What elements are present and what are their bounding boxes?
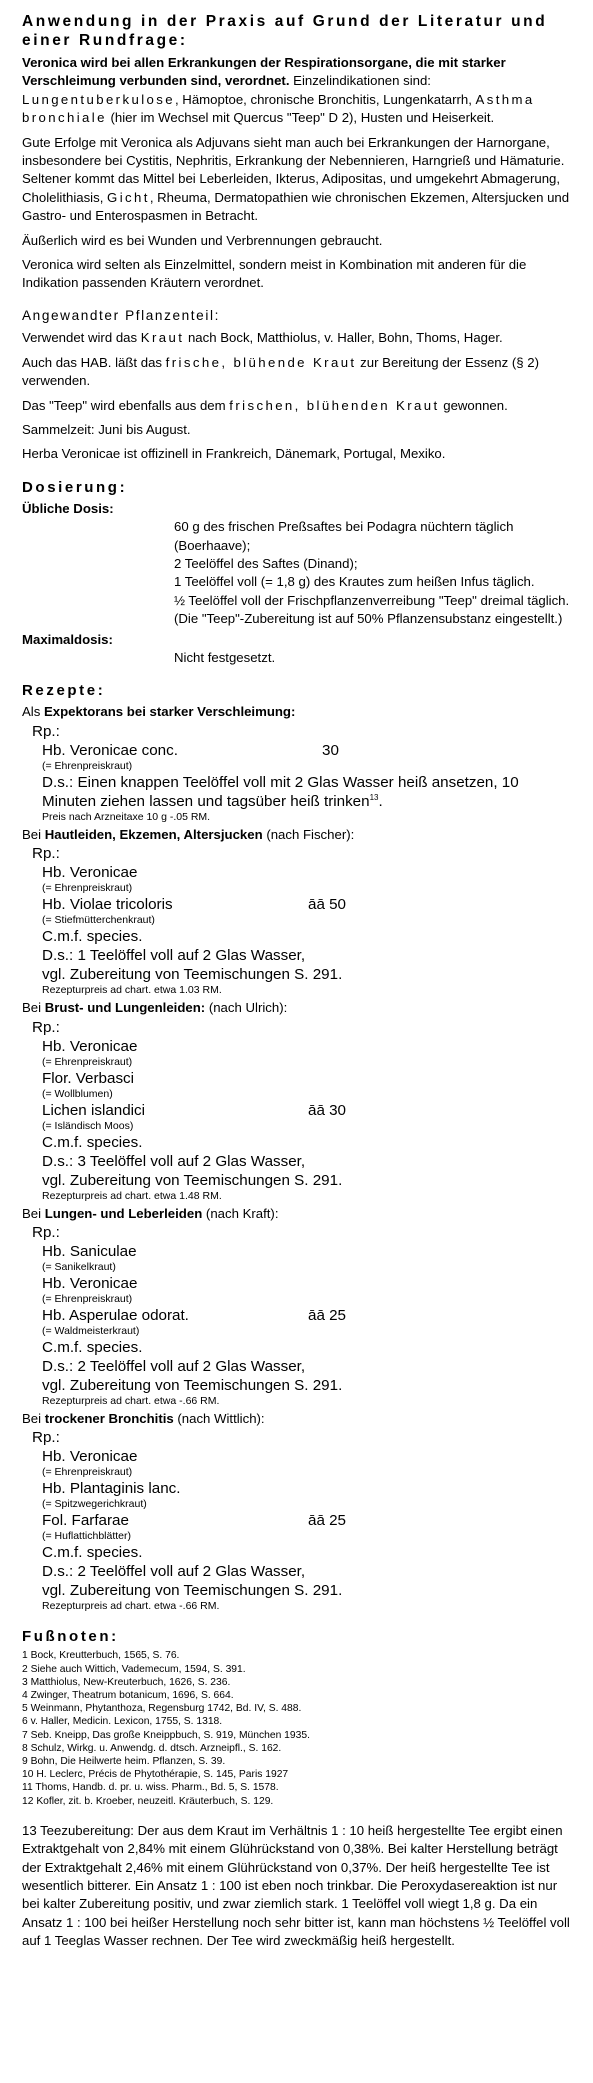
ingredient-amount: āā 25 (308, 1307, 347, 1324)
recipe-instructions: vgl. Zubereitung von Teemischungen S. 291. (42, 1377, 343, 1394)
recipe-intro (22, 826, 571, 844)
recipe-ingredient (42, 741, 571, 760)
emphasis: frischen, blühenden Kraut (229, 397, 440, 413)
recipe-cmf: C.m.f. species. (42, 1339, 143, 1356)
plant-part-line-3 (22, 397, 571, 415)
plant-part-line-5: Herba Veronicae ist offizinell in Frankreich, Dänemark, Portugal, Mexiko. (22, 446, 446, 462)
footnote-list (22, 1649, 571, 1807)
intro-paragraph-2 (22, 134, 571, 226)
footnote-item: 1 Bock, Kreutterbuch, 1565, S. 76. (22, 1650, 180, 1662)
recipe-bronchitis (22, 1410, 571, 1613)
ingredient-name: Lichen islandici (42, 1101, 145, 1119)
recipe-instructions (42, 773, 571, 811)
plant-part-line-2 (22, 354, 571, 391)
ingredient-name: Fol. Farfarae (42, 1512, 129, 1530)
usual-dose-line: 2 Teelöffel des Saftes (Dinand); (174, 555, 358, 571)
intro-paragraph-4: Veronica wird selten als Einzelmittel, sondern meist in Kombination mit anderen für die Indikation passenden Kräutern verordnet. (22, 257, 527, 291)
usual-dose-line: (Die "Teep"-Zubereitung ist auf 50% Pflanzensubstanz eingestellt.) (174, 611, 563, 627)
section-heading-application: Anwendung in der Praxis auf Grund der Literatur und einer Rundfrage: (22, 13, 548, 49)
recipe-indication: Hautleiden, Ekzemen, Altersjucken (44, 826, 263, 842)
footnote-13-tea-preparation: 13 Teezubereitung: Der aus dem Kraut im Verhältnis 1 : 10 heiß hergestellte Tee ergibt einen Extraktgehalt von 2,84% mit einem Glührückstand von 0,38%. Bei kalter Herstellung beträgt der Extraktgehalt 2,46% mit einem Glührückstand von 0,37%. Der heiß hergestellte Tee ist wesentlich bitterer. Ein Ansatz 1 : 100 ist eben noch trinkbar. Die Peroxydasereaktion ist nur bei kalter Zubereitung positiv, und zwar ziemlich stark. 1 Teelöffel voll wiegt 1,8 g. Da ein Ansatz 1 : 100 bei heißer Herstellung noch sehr bitter ist, kann man höchstens ½ Teelöffel voll auf 1 Teeglas Wasser rechnen. Der Tee wird zweckmäßig heiß hergestellt. (22, 1822, 570, 1949)
footnote-item: 12 Kofler, zit. b. Kroeber, neuzeitl. Kräuterbuch, S. 129. (22, 1795, 274, 1807)
emphasis: Kraut (140, 330, 185, 346)
plant-part-line-4: Sammelzeit: Juni bis August. (22, 421, 191, 437)
text: (nach Fischer): (262, 826, 355, 842)
recipe-skin (22, 826, 571, 997)
recipe-chest (22, 999, 571, 1202)
text: Bei (22, 1000, 45, 1016)
recipe-price: Rezepturpreis ad chart. etwa 1.48 RM. (42, 1189, 222, 1202)
footnote-item: 3 Matthiolus, New-Kreuterbuch, 1626, S. 236. (22, 1676, 231, 1688)
recipe-intro (22, 1205, 571, 1223)
recipe-ingredient: Hb. Plantaginis lanc. (42, 1480, 181, 1498)
recipe-instructions: D.s.: 2 Teelöffel voll auf 2 Glas Wasser, (42, 1358, 306, 1375)
recipe-price: Preis nach Arzneitaxe 10 g -.05 RM. (42, 810, 211, 823)
dosage-heading: Dosierung: (22, 478, 128, 496)
footnote-item: 7 Seb. Kneipp, Das große Kneippbuch, S. 919, München 1935. (22, 1729, 310, 1741)
recipe-intro (22, 703, 571, 721)
text: Auch das HAB. läßt das (22, 354, 166, 370)
emphasis: frische, blühende Kraut (165, 354, 357, 370)
ingredient-gloss: (= Huflattichblätter) (42, 1530, 131, 1543)
text: gewonnen. (439, 397, 508, 413)
indication-emphasis: Gicht (107, 189, 150, 205)
text: Als (22, 704, 44, 720)
footnote-item: 11 Thoms, Handb. d. pr. u. wiss. Pharm., Bd. 5, S. 1578. (22, 1782, 279, 1794)
footnotes-heading: Fußnoten: (22, 1628, 119, 1646)
ingredient-gloss: (= Ehrenpreiskraut) (42, 759, 133, 772)
footnote-item: 6 v. Haller, Medicin. Lexicon, 1755, S. 1318. (22, 1716, 223, 1728)
footnote-item: 8 Schulz, Wirkg. u. Anwendg. d. dtsch. Arzneipfl., S. 162. (22, 1742, 282, 1754)
ingredient-name: Hb. Violae tricoloris (42, 896, 173, 914)
ingredient-gloss: (= Sanikelkraut) (42, 1261, 116, 1273)
rp-label: Rp.: (32, 1224, 60, 1241)
recipe-instructions: vgl. Zubereitung von Teemischungen S. 291. (42, 1582, 343, 1600)
footnote-item: 10 H. Leclerc, Précis de Phytothérapie, S. 145, Paris 1927 (22, 1769, 289, 1781)
intro-lead: Veronica wird bei allen Erkrankungen der Respirationsorgane, die mit starker Verschleimung verbunden sind, verordnet. (22, 55, 506, 89)
rp-label: Rp.: (32, 1018, 60, 1036)
ingredient-name: Hb. Asperulae odorat. (42, 1307, 189, 1324)
recipe-instructions: D.s.: 3 Teelöffel voll auf 2 Glas Wasser, (42, 1152, 306, 1170)
usual-dose-line: 60 g des frischen Preßsaftes bei Podagra nüchtern täglich (Boerhaave); (174, 519, 514, 553)
plant-part-heading: Angewandter Pflanzenteil: (22, 307, 220, 323)
ingredient-gloss: (= Ehrenpreiskraut) (42, 1055, 133, 1068)
max-dose-value: Nicht festgesetzt. (174, 649, 276, 665)
text: Das "Teep" wird ebenfalls aus dem (22, 397, 230, 413)
ingredient-name: Hb. Veronicae conc. (42, 741, 178, 759)
ingredient-amount: āā 25 (308, 1512, 347, 1530)
text: (nach Ulrich): (205, 1000, 288, 1016)
ingredient-gloss: (= Ehrenpreiskraut) (42, 1466, 133, 1479)
footnote-item: 9 Bohn, Die Heilwerte heim. Pflanzen, S. 39. (22, 1756, 226, 1768)
intro-text: (hier im Wechsel mit Quercus "Teep" D 2), Husten und Heiserkeit. (106, 110, 495, 126)
ingredient-amount: āā 30 (308, 1101, 347, 1119)
usual-dose-block (174, 518, 571, 628)
recipe-ingredient: Hb. Veronicae (42, 1275, 138, 1292)
intro-text: , Hämoptoe, chronische Bronchitis, Lungenkatarrh, (174, 91, 476, 107)
ingredient-gloss: (= Spitzwegerichkraut) (42, 1498, 147, 1511)
text: (nach Kraft): (202, 1205, 279, 1221)
text: Bei (22, 826, 45, 842)
recipe-expectorant (22, 703, 571, 823)
text: . (378, 792, 383, 810)
intro-paragraph-1 (22, 54, 571, 128)
recipe-ingredient: Hb. Veronicae (42, 1448, 138, 1466)
recipe-intro (22, 1410, 571, 1428)
text: Bei (22, 1205, 45, 1221)
ingredient-gloss: (= Wollblumen) (42, 1087, 113, 1100)
recipe-ingredient (42, 1511, 571, 1530)
recipe-lung-liver (22, 1205, 571, 1408)
recipe-ingredient (42, 1101, 571, 1120)
text: zur Bereitung der Essenz (§ 2) verwenden. (22, 354, 540, 389)
instructions-text: D.s.: Einen knappen Teelöffel voll mit 2 Glas Wasser heiß ansetzen, 10 Minuten ziehen lassen und tagsüber heiß trinken (42, 773, 519, 810)
recipe-ingredient: Flor. Verbasci (42, 1069, 135, 1087)
recipe-ingredient (42, 1306, 571, 1325)
recipe-indication: Lungen- und Leberleiden (44, 1205, 203, 1221)
recipe-ingredient: Hb. Saniculae (42, 1243, 137, 1260)
text: Verwendet wird das (22, 330, 141, 346)
recipe-cmf: C.m.f. species. (42, 1133, 143, 1151)
rp-label: Rp.: (32, 1429, 60, 1447)
footnote-item: 2 Siehe auch Wittich, Vademecum, 1594, S. 391. (22, 1663, 246, 1675)
recipe-cmf: C.m.f. species. (42, 928, 143, 946)
rp-label: Rp.: (32, 722, 60, 740)
text: (nach Wittlich): (173, 1411, 265, 1426)
indication-emphasis: Lungentuberkulose (22, 91, 175, 107)
indication-emphasis: Asthma bronchiale (22, 91, 535, 126)
recipe-price: Rezepturpreis ad chart. etwa -.66 RM. (42, 1600, 220, 1613)
ingredient-gloss: (= Ehrenpreiskraut) (42, 1293, 133, 1305)
recipe-price: Rezepturpreis ad chart. etwa -.66 RM. (42, 1395, 220, 1407)
intro-text: , Rheuma, Dermatopathien wie chronischen Ekzemen, Altersjucken und Gastro- und Enterospasmen in Betracht. (22, 189, 570, 224)
recipe-indication: Brust- und Lungenleiden: (44, 1000, 206, 1016)
ingredient-amount: 30 (322, 741, 339, 759)
ingredient-amount: āā 50 (308, 896, 347, 914)
footnote-item: 4 Zwinger, Theatrum botanicum, 1696, S. 664. (22, 1690, 234, 1702)
recipe-cmf: C.m.f. species. (42, 1544, 143, 1562)
usual-dose-line: ½ Teelöffel voll der Frischpflanzenverreibung "Teep" dreimal täglich. (174, 592, 570, 608)
recipe-ingredient: Hb. Veronicae (42, 864, 138, 882)
intro-text: Einzelindikationen sind: (289, 73, 431, 89)
recipe-intro (22, 999, 571, 1017)
rp-label: Rp.: (32, 845, 60, 863)
recipe-indication: trockener Bronchitis (44, 1411, 174, 1426)
footnote-ref: 13 (369, 792, 379, 802)
plant-part-line-1 (22, 329, 571, 347)
text: Bei (22, 1411, 45, 1426)
recipe-instructions: D.s.: 2 Teelöffel voll auf 2 Glas Wasser, (42, 1563, 306, 1581)
recipes-heading: Rezepte: (22, 682, 106, 700)
recipe-ingredient (42, 895, 571, 914)
usual-dose-label: Übliche Dosis: (22, 500, 114, 516)
intro-paragraph-3: Äußerlich wird es bei Wunden und Verbrennungen gebraucht. (22, 232, 383, 248)
max-dose-label: Maximaldosis: (22, 631, 113, 647)
ingredient-gloss: (= Waldmeisterkraut) (42, 1325, 140, 1337)
footnote-item: 5 Weinmann, Phytanthoza, Regensburg 1742, Bd. IV, S. 488. (22, 1703, 302, 1715)
intro-text: Gute Erfolge mit Veronica als Adjuvans sieht man auch bei Erkrankungen der Harnorgane, insbesondere bei Cystitis, Nephritis, Erkrankung der Nebennieren, Harngrieß und Hämaturie. Seltener kommt das Mittel bei Leberleiden, Ikterus, Adipositas, und umgekehrt Abmagerung, Cholelithiasis, (22, 134, 565, 205)
usual-dose-line: 1 Teelöffel voll (= 1,8 g) des Krautes zum heißen Infus täglich. (174, 574, 535, 590)
ingredient-gloss: (= Isländisch Moos) (42, 1119, 134, 1132)
recipe-ingredient: Hb. Veronicae (42, 1037, 138, 1055)
ingredient-gloss: (= Stiefmütterchenkraut) (42, 914, 155, 927)
text: nach Bock, Matthiolus, v. Haller, Bohn, Thoms, Hager. (184, 330, 503, 346)
recipe-instructions: D.s.: 1 Teelöffel voll auf 2 Glas Wasser, (42, 947, 306, 965)
recipe-instructions: vgl. Zubereitung von Teemischungen S. 291. (42, 966, 343, 984)
recipe-indication: Expektorans bei starker Verschleimung: (43, 704, 296, 720)
ingredient-gloss: (= Ehrenpreiskraut) (42, 882, 133, 895)
recipe-price: Rezepturpreis ad chart. etwa 1.03 RM. (42, 984, 222, 997)
recipe-instructions: vgl. Zubereitung von Teemischungen S. 291. (42, 1171, 343, 1189)
